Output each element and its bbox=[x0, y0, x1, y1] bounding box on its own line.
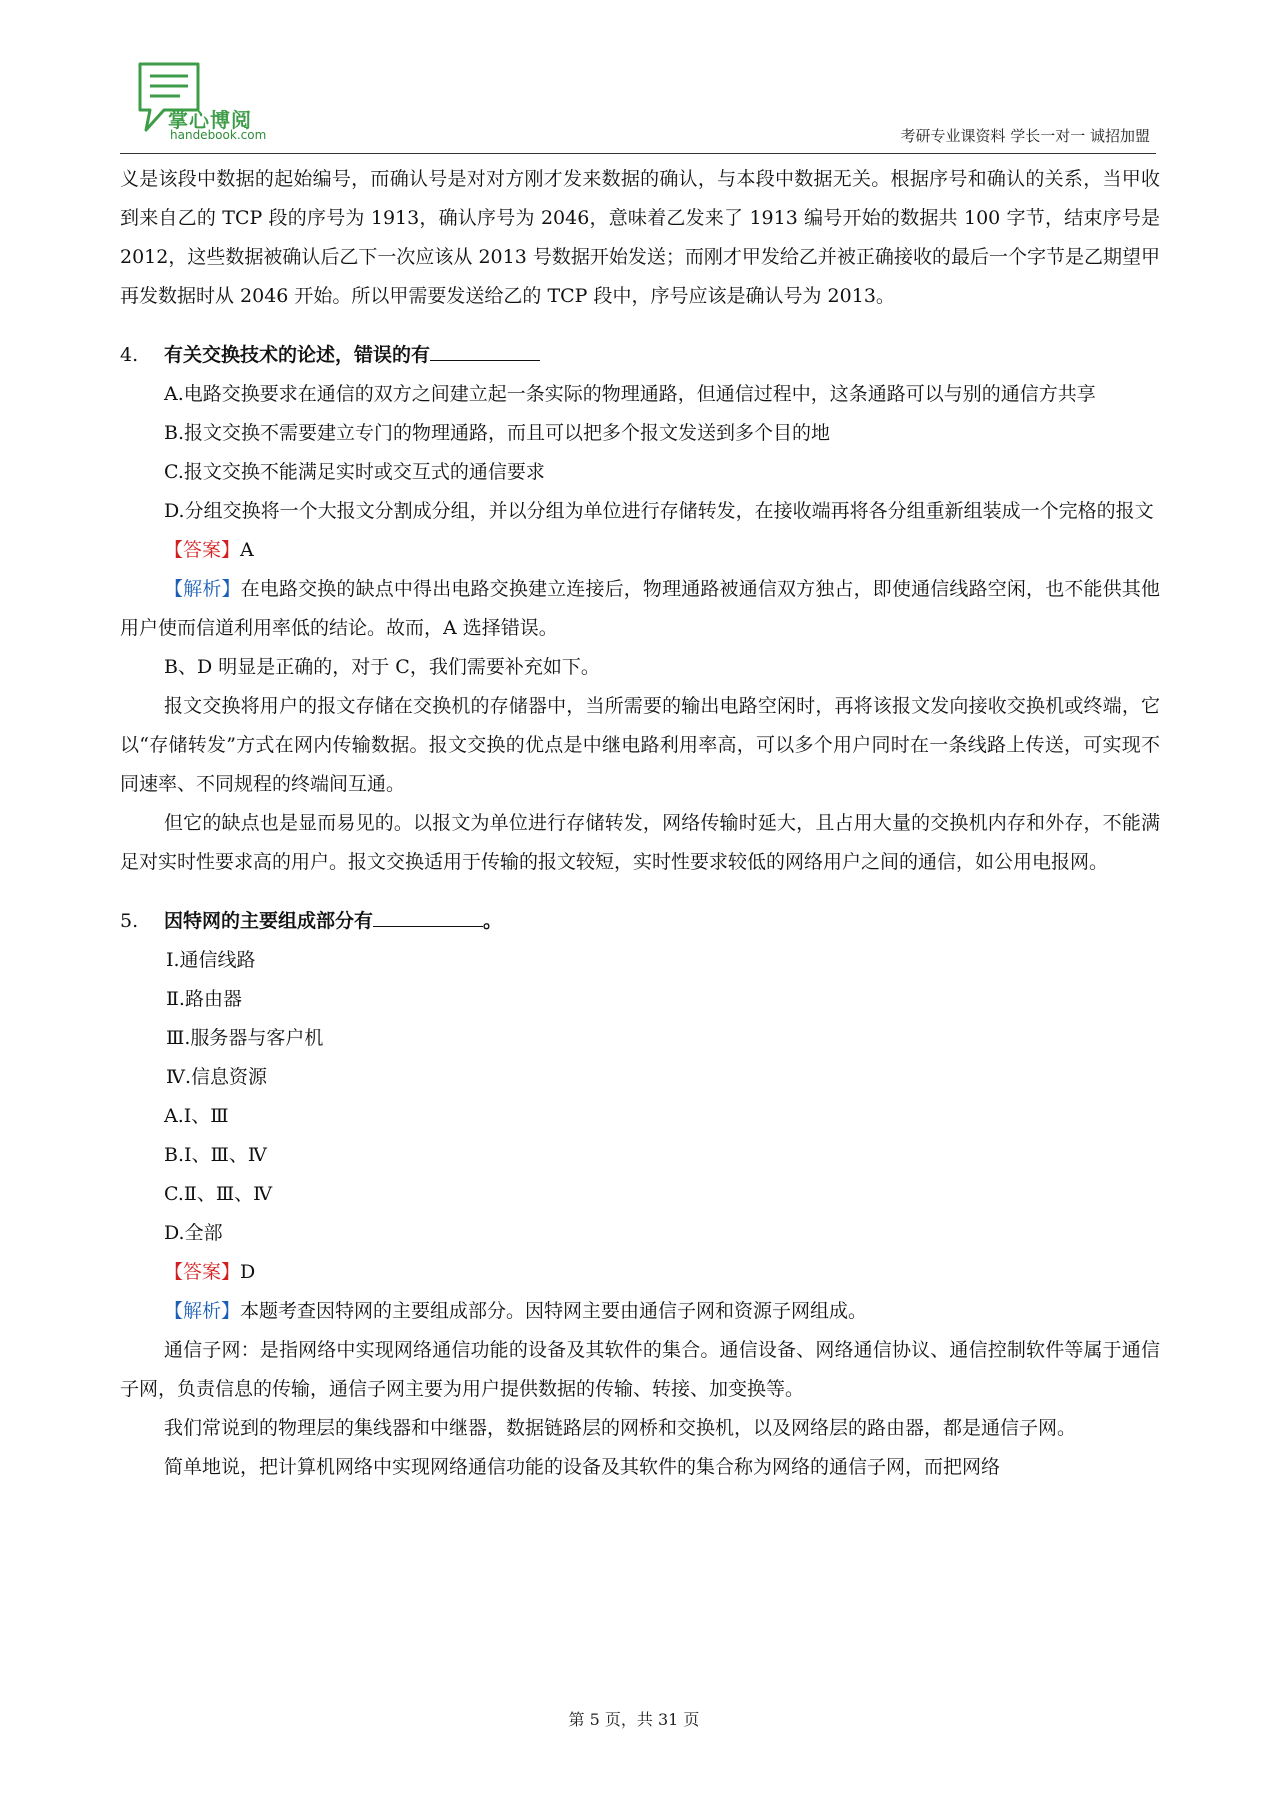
question-number: 4. bbox=[120, 344, 139, 366]
analysis-paragraph: 但它的缺点也是显而易见的。以报文为单位进行存储转发，网络传输时延大，且占用大量的交换机内存和外存，不能满足对实时性要求高的用户。报文交换适用于传输的报文较短，实时性要求较低的网络用户之间的通信，如公用电报网。 bbox=[120, 812, 1160, 873]
logo-url: handebook.com bbox=[170, 128, 267, 142]
answer-line bbox=[120, 531, 1160, 570]
analysis-line bbox=[120, 570, 1160, 648]
option-c: C.Ⅱ、Ⅲ、Ⅳ bbox=[164, 1183, 273, 1205]
option-c: C.报文交换不能满足实时或交互式的通信要求 bbox=[164, 461, 545, 483]
option-b: B.Ⅰ、Ⅲ、Ⅳ bbox=[164, 1144, 267, 1166]
item-iv: Ⅳ.信息资源 bbox=[166, 1066, 268, 1088]
answer-blank bbox=[430, 342, 540, 361]
answer-blank bbox=[373, 908, 483, 927]
analysis-text: 本题考查因特网的主要组成部分。因特网主要由通信子网和资源子网组成。 bbox=[240, 1300, 868, 1322]
question-number: 5. bbox=[120, 910, 139, 932]
analysis-label: 【解析】 bbox=[164, 578, 241, 600]
page-content bbox=[120, 160, 1160, 1487]
item-iii: Ⅲ.服务器与客户机 bbox=[166, 1027, 324, 1049]
question-suffix: 。 bbox=[483, 910, 503, 932]
question-text: 有关交换技术的论述，错误的有 bbox=[164, 344, 431, 366]
page-number: 第 5 页，共 31 页 bbox=[568, 1710, 700, 1729]
item-ii: Ⅱ.路由器 bbox=[166, 988, 242, 1010]
answer-value: A bbox=[240, 539, 254, 561]
option-d: D.分组交换将一个大报文分割成分组，并以分组为单位进行存储转发，在接收端再将各分组重新组装成一个完格的报文 bbox=[164, 500, 1154, 522]
question-4-title bbox=[120, 336, 1160, 375]
analysis-paragraph: 我们常说到的物理层的集线器和中继器，数据链路层的网桥和交换机，以及网络层的路由器，都是通信子网。 bbox=[164, 1417, 1077, 1439]
analysis-line bbox=[120, 1292, 1160, 1331]
analysis-paragraph: 简单地说，把计算机网络中实现网络通信功能的设备及其软件的集合称为网络的通信子网，而把网络 bbox=[164, 1456, 1001, 1478]
question-text: 因特网的主要组成部分有 bbox=[164, 910, 374, 932]
answer-value: D bbox=[240, 1261, 256, 1283]
header-tagline: 考研专业课资料 学长一对一 诚招加盟 bbox=[900, 127, 1150, 145]
analysis-paragraph: B、D 明显是正确的，对于 C，我们需要补充如下。 bbox=[164, 656, 600, 678]
option-a: A.Ⅰ、Ⅲ bbox=[164, 1105, 229, 1127]
answer-label: 【答案】 bbox=[164, 539, 241, 561]
analysis-paragraph: 报文交换将用户的报文存储在交换机的存储器中，当所需要的输出电路空闲时，再将该报文发向接收交换机或终端，它以“存储转发”方式在网内传输数据。报文交换的优点是中继电路利用率高，可以多个用户同时在一条线路上传送，可实现不同速率、不同规程的终端间互通。 bbox=[120, 695, 1160, 795]
analysis-text: 在电路交换的缺点中得出电路交换建立连接后，物理通路被通信双方独占，即使通信线路空闲，也不能供其他用户使而信道利用率低的结论。故而，A 选择错误。 bbox=[120, 578, 1160, 639]
analysis-label: 【解析】 bbox=[164, 1300, 241, 1322]
logo-text: 掌心博阅 bbox=[168, 108, 252, 132]
item-i: Ⅰ.通信线路 bbox=[166, 949, 256, 971]
answer-line bbox=[120, 1253, 1160, 1292]
question-5-title bbox=[120, 902, 1160, 941]
intro-paragraph: 义是该段中数据的起始编号，而确认号是对对方刚才发来数据的确认，与本段中数据无关。根据序号和确认的关系，当甲收到来自乙的 TCP 段的序号为 1913，确认序号为 2046，意味着乙发来了 1913 编号开始的数据共 100 字节，结束序号是 2012，这些数据被确认后乙下一次应该从 2013 号数据开始发送；而刚才甲发给乙并被正确接收的最后一个字节是乙期望甲再发数据时从 2046 开始。所以甲需要发送给乙的 TCP 段中，序号应该是确认号为 2013。 bbox=[120, 168, 1160, 307]
option-d: D.全部 bbox=[164, 1222, 223, 1244]
answer-label: 【答案】 bbox=[164, 1261, 241, 1283]
option-b: B.报文交换不需要建立专门的物理通路，而且可以把多个报文发送到多个目的地 bbox=[164, 422, 831, 444]
header-divider bbox=[120, 153, 1156, 154]
analysis-paragraph: 通信子网：是指网络中实现网络通信功能的设备及其软件的集合。通信设备、网络通信协议、通信控制软件等属于通信子网，负责信息的传输，通信子网主要为用户提供数据的传输、转接、加变换等。 bbox=[120, 1339, 1160, 1400]
option-a: A.电路交换要求在通信的双方之间建立起一条实际的物理通路，但通信过程中，这条通路可以与别的通信方共享 bbox=[164, 383, 1096, 405]
